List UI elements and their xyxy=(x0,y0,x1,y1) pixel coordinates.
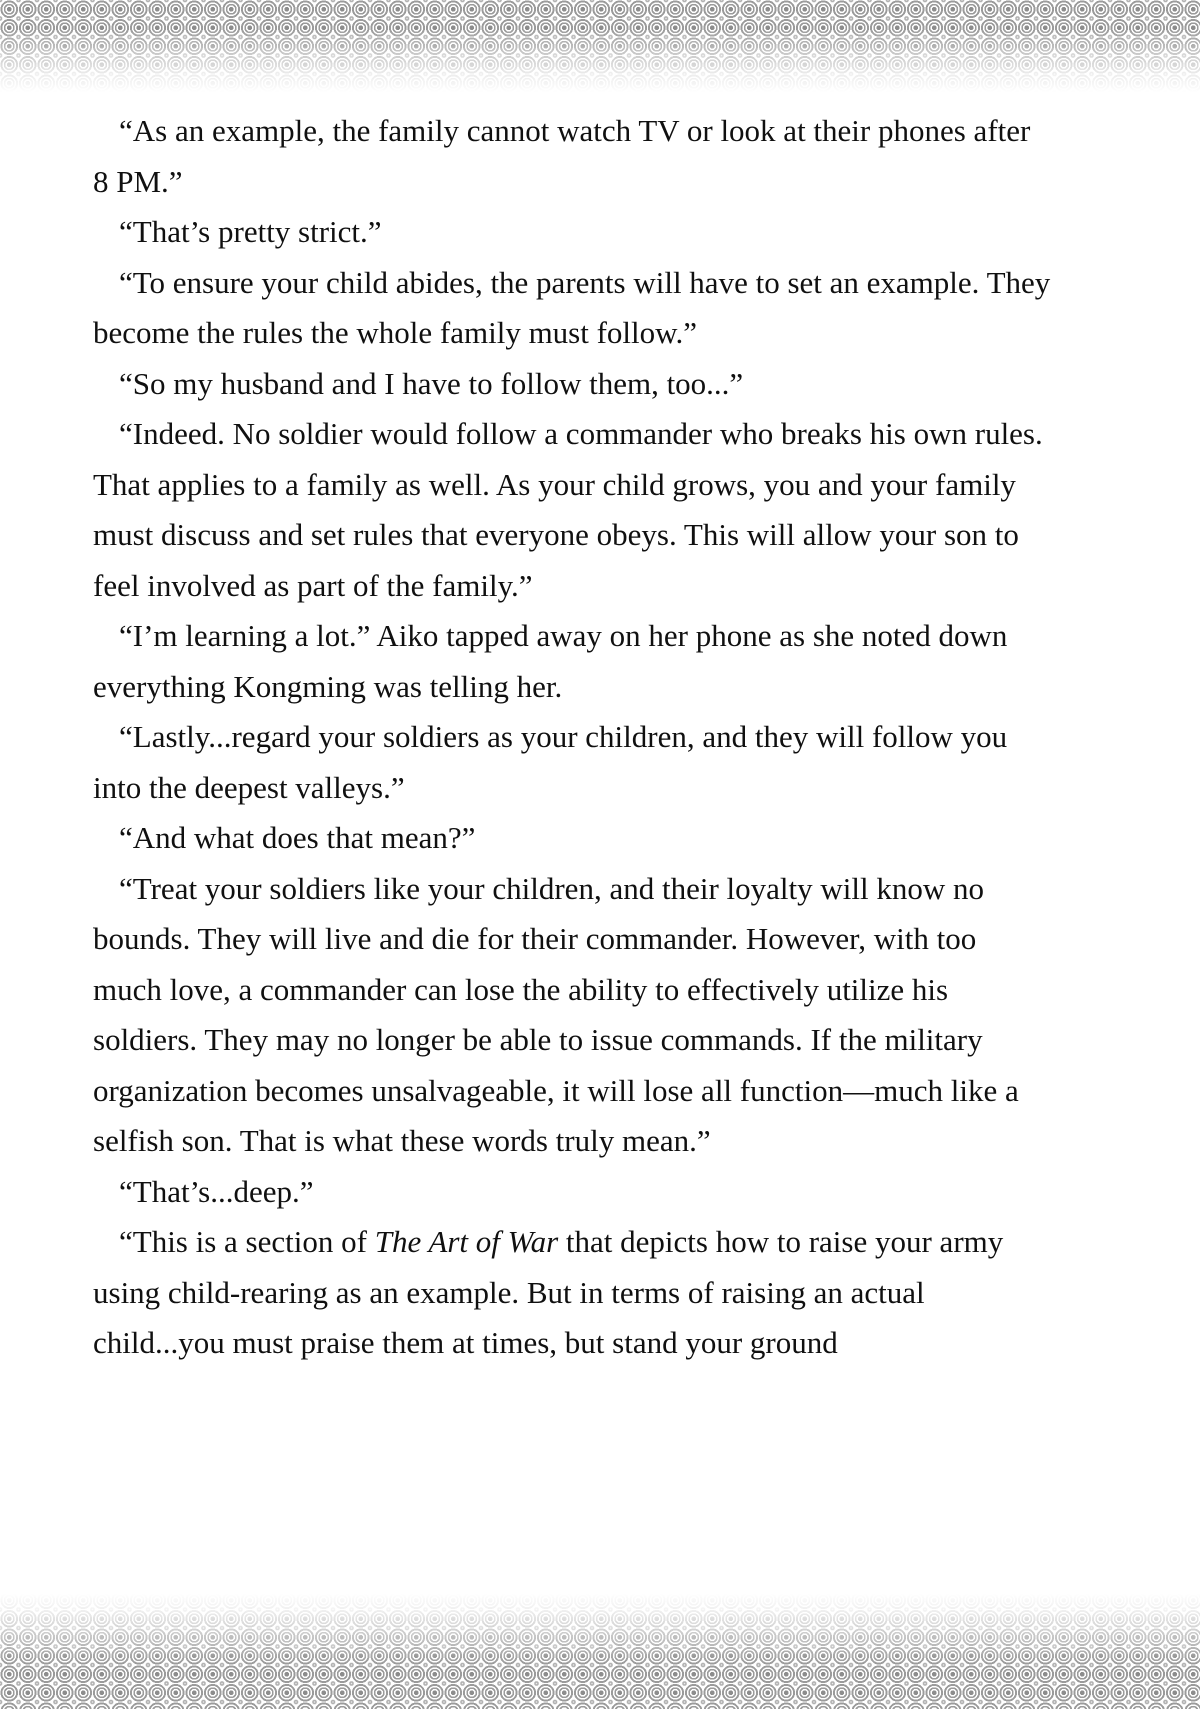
text-segment: “That’s pretty strict.” xyxy=(119,214,382,249)
text-segment: “This is a section of xyxy=(119,1224,375,1259)
paragraph xyxy=(93,258,1051,359)
text-segment: “Indeed. No soldier would follow a commander who breaks his own rules. That applies to a family as well. As your child grows, you and your family must discuss and set rules that everyone obeys. This will allow your son to feel involved as part of the family.” xyxy=(93,416,1043,603)
text-segment: “Lastly...regard your soldiers as your children, and they will follow you into the deepest valleys.” xyxy=(93,719,1008,805)
text-segment: “Treat your soldiers like your children, and their loyalty will know no bounds. They will live and die for their commander. However, with too much love, a commander can lose the ability to effectively utilize his soldiers. They may no longer be able to issue commands. If the military organization becomes unsalvageable, it will lose all function—much like a selfish son. That is what these words truly mean.” xyxy=(93,870,1019,1158)
text-segment: “And what does that mean?” xyxy=(119,820,476,855)
page-text xyxy=(93,106,1051,1369)
paragraph xyxy=(93,712,1051,813)
paragraph xyxy=(93,1167,1051,1218)
text-segment: “So my husband and I have to follow them, too...” xyxy=(119,365,744,401)
text-segment: “I’m learning a lot.” Aiko tapped away on her phone as she noted down everything Kongming was telling her. xyxy=(93,618,1008,704)
decorative-pattern-bottom xyxy=(0,1591,1200,1709)
text-segment: that depicts how to raise your army using child-rearing as an example. But in terms of raising an actual child...you must praise them at times, but stand your ground xyxy=(93,1224,1004,1360)
paragraph xyxy=(93,207,1051,258)
text-segment: “As an example, the family cannot watch TV or look at their phones after 8 PM.” xyxy=(93,113,1031,199)
book-title-italic: The Art of War xyxy=(374,1224,559,1259)
paragraph xyxy=(93,106,1051,207)
decorative-pattern-top xyxy=(0,0,1200,96)
text-segment: “That’s...deep.” xyxy=(119,1173,314,1209)
paragraph xyxy=(93,813,1051,864)
text-segment: “To ensure your child abides, the parents will have to set an example. They become the rules the whole family must follow.” xyxy=(93,264,1051,350)
paragraph xyxy=(93,611,1051,712)
paragraph xyxy=(93,409,1051,611)
paragraph xyxy=(93,1217,1051,1369)
paragraph xyxy=(93,864,1051,1167)
paragraph xyxy=(93,359,1051,410)
